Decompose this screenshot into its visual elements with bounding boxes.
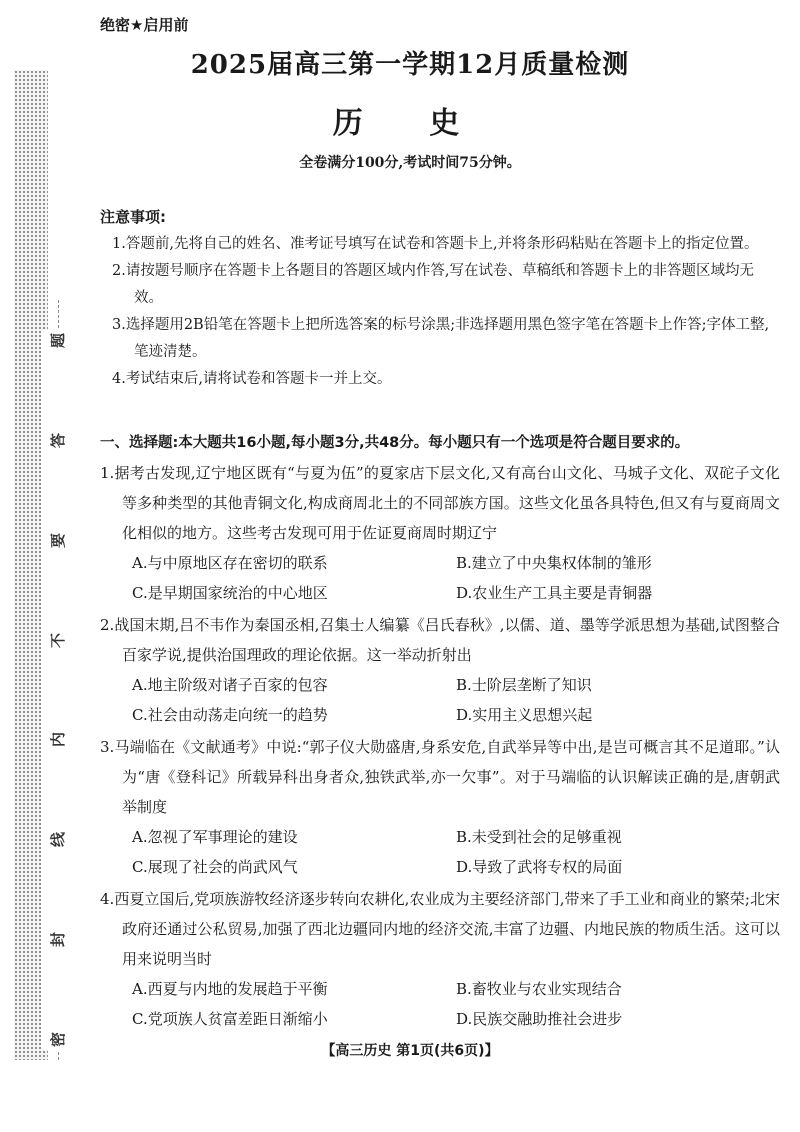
options (132, 548, 780, 608)
option-d: D.导致了武将专权的局面 (456, 858, 623, 876)
confidential-label: 绝密★启用前 (100, 16, 189, 34)
option-a: A.地主阶级对诸子百家的包容 (132, 676, 328, 694)
option-c: C.是早期国家统治的中心地区 (132, 584, 328, 602)
option-b: B.士阶层垄断了知识 (456, 676, 592, 694)
question-3 (100, 732, 780, 882)
page-footer: 【高三历史 第1页(共6页)】 (321, 1043, 499, 1059)
seal-char: 密 (49, 1031, 68, 1047)
option-b: B.建立了中央集权体制的雏形 (456, 554, 652, 572)
question-stem: 3.马端临在《文献通考》中说:“郭子仪大勋盛唐,身系安危,自武举异等中出,是岂可概言其不足道耶。”认为“唐《登科记》所载异科出身者众,独铁武举,亦一欠事”。对于马端临的认识解读正确的是,唐朝武举制度 (100, 738, 780, 816)
seal-char: 题 (49, 332, 68, 349)
notice-block (100, 206, 780, 393)
score-time-note: 全卷满分100分,考试时间75分钟。 (299, 155, 521, 171)
seal-notice (41, 330, 75, 1050)
question-1 (100, 458, 780, 608)
option-d: D.农业生产工具主要是青铜器 (456, 584, 653, 602)
notice-title: 注意事项: (100, 208, 166, 226)
option-c: C.社会由动荡走向统一的趋势 (132, 706, 328, 724)
option-d: D.民族交融助推社会进步 (456, 1010, 623, 1028)
notice-item: 2.请按题号顺序在答题卡上各题目的答题区域内作答,写在试卷、草稿纸和答题卡上的非答题区域均无效。 (112, 263, 754, 306)
seal-char: 封 (49, 932, 68, 948)
options (132, 974, 780, 1034)
option-a: A.与中原地区存在密切的联系 (132, 554, 328, 572)
option-d: D.实用主义思想兴起 (456, 706, 593, 724)
subject-title: 历 史 (332, 106, 488, 141)
question-stem: 2.战国末期,吕不韦作为秦国丞相,召集士人编纂《吕氏春秋》,以儒、道、墨等学派思想为基础,试图整合百家学说,提供治国理政的理论依据。这一举动折射出 (100, 616, 780, 664)
seal-char: 内 (49, 732, 68, 748)
option-a: A.西夏与内地的发展趋于平衡 (132, 980, 328, 998)
section-title: 一、选择题:本大题共16小题,每小题3分,共48分。每小题只有一个选项是符合题目要求的。 (100, 435, 690, 451)
seal-char: 线 (49, 832, 68, 848)
option-a: A.忽视了军事理论的建设 (132, 828, 298, 846)
seal-char: 要 (49, 532, 68, 548)
seal-char: 不 (49, 632, 68, 648)
seal-char: 答 (49, 432, 68, 448)
question-4 (100, 884, 780, 1034)
question-stem: 1.据考古发现,辽宁地区既有“与夏为伍”的夏家店下层文化,又有高台山文化、马城子文化、双砣子文化等多种类型的其他青铜文化,构成商周北土的不同部族方国。这些文化虽各具特色,但又有与夏商周文化相似的地方。这些考古发现可用于佐证夏商周时期辽宁 (100, 464, 780, 542)
question-stem: 4.西夏立国后,党项族游牧经济逐步转向农耕化,农业成为主要经济部门,带来了手工业和商业的繁荣;北宋政府还通过公私贸易,加强了西北边疆同内地的经济交流,丰富了边疆、内地民族的物质生活。这可以用来说明当时 (100, 890, 780, 968)
option-c: C.展现了社会的尚武风气 (132, 858, 298, 876)
notice-item: 1.答题前,先将自己的姓名、准考证号填写在试卷和答题卡上,并将条形码粘贴在答题卡上的指定位置。 (112, 236, 759, 252)
notice-item: 4.考试结束后,请将试卷和答题卡一并上交。 (112, 371, 392, 387)
options (132, 670, 780, 730)
option-b: B.未受到社会的足够重视 (456, 828, 622, 846)
multiple-choice-section (100, 430, 780, 1036)
notice-item: 3.选择题用2B铅笔在答题卡上把所选答案的标号涂黑;非选择题用黑色签字笔在答题卡上作答;字体工整,笔迹清楚。 (112, 317, 770, 360)
option-b: B.畜牧业与农业实现结合 (456, 980, 622, 998)
option-c: C.党项族人贫富差距日渐缩小 (132, 1010, 328, 1028)
question-2 (100, 610, 780, 730)
options (132, 822, 780, 882)
exam-title: 2025届高三第一学期12月质量检测 (190, 50, 630, 80)
